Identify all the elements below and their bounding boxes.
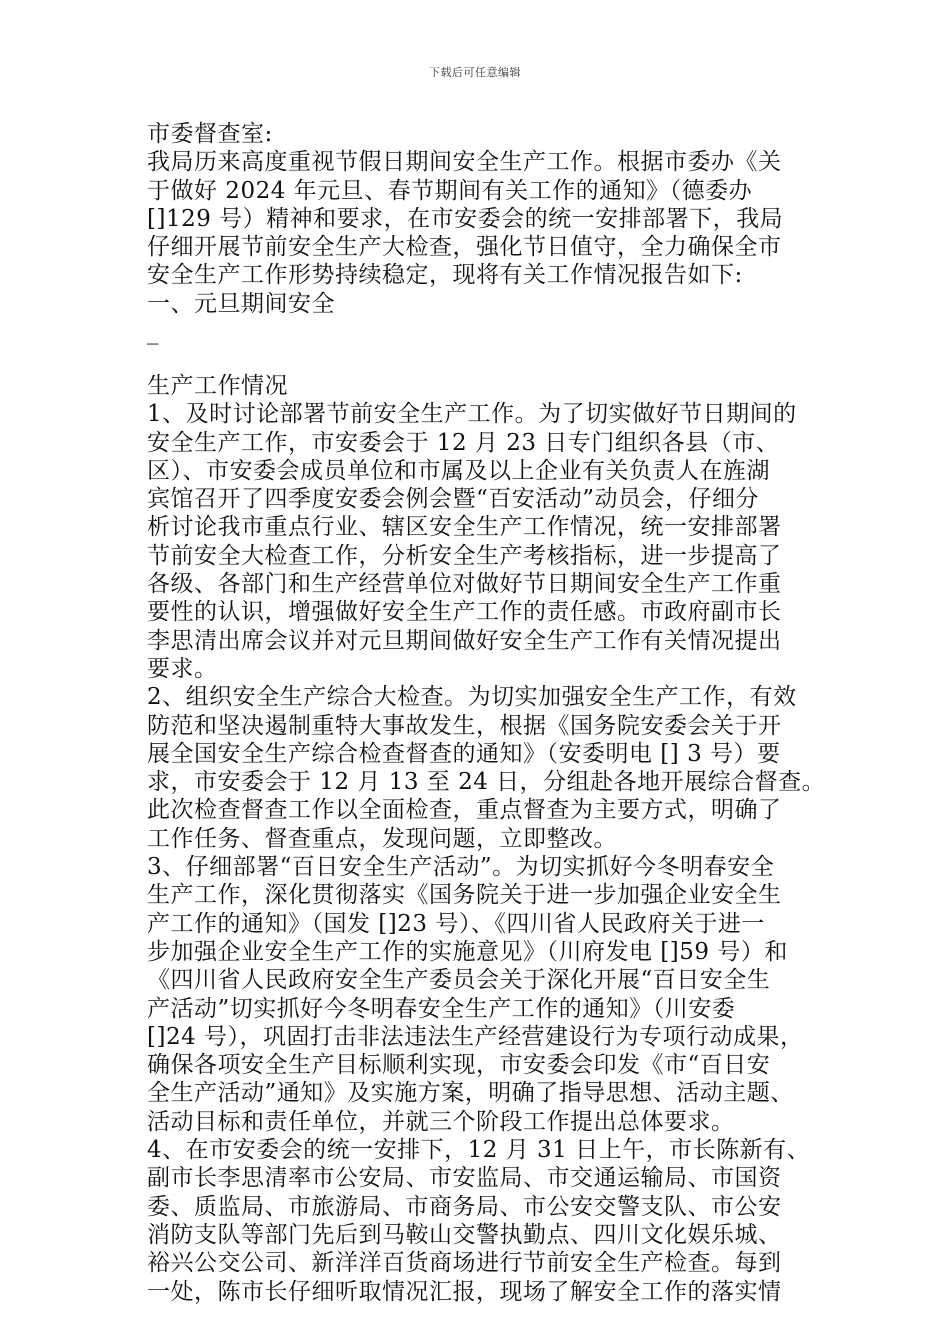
paragraph-line: 裕兴公交公司、新洋洋百货商场进行节前安全生产检查。每到: [147, 1250, 782, 1277]
underscore-mark: _: [147, 319, 159, 346]
section-heading-line: 一、元旦期间安全: [147, 290, 335, 317]
document-body-part-1: [147, 120, 827, 346]
paragraph-line: 1、及时讨论部署节前安全生产工作。为了切实做好节日期间的: [147, 401, 797, 428]
paragraph-line: 步加强企业安全生产工作的实施意见》（川府发电 []59 号）和: [147, 938, 788, 965]
paragraph-line: 防范和坚决遏制重特大事故发生，根据《国务院安委会关于开: [147, 712, 782, 739]
paragraph-line: 全生产活动”通知》及实施方案，明确了指导思想、活动主题、: [147, 1080, 794, 1107]
paragraph-line: 宾馆召开了四季度安委会例会暨“百安活动”动员会，仔细分: [147, 486, 760, 513]
paragraph-line: 2、组织安全生产综合大检查。为切实加强安全生产工作，有效: [147, 684, 797, 711]
paragraph-line: 展全国安全生产综合检查督查的通知》（安委明电 [] 3 号）要: [147, 740, 781, 767]
paragraph-line: 4、在市安委会的统一安排下，12 月 31 日上午，市长陈新有、: [147, 1137, 811, 1164]
recipient-line: 市委督查室:: [147, 121, 273, 147]
paragraph-line: 仔细开展节前安全生产大检查，强化节日值守，全力确保全市: [147, 234, 782, 261]
paragraph-line: 生产工作，深化贯彻落实《国务院关于进一步加强企业安全生: [147, 882, 782, 909]
paragraph-line: 产活动”切实抓好今冬明春安全生产工作的通知》（川安委: [147, 995, 736, 1022]
paragraph-line: 《四川省人民政府安全生产委员会关于深化开展“百日安全生: [147, 967, 771, 994]
paragraph-line: 委、质监局、市旅游局、市商务局、市公安交警支队、市公安: [147, 1193, 782, 1220]
section-heading-line: 生产工作情况: [147, 373, 288, 399]
document-body-part-2: [147, 372, 827, 1306]
paragraph-line: 我局历来高度重视节假日期间安全生产工作。根据市委办《关: [147, 149, 782, 176]
paragraph-line: 析讨论我市重点行业、辖区安全生产工作情况，统一安排部署: [147, 514, 782, 541]
paragraph-line: 要性的认识，增强做好安全生产工作的责任感。市政府副市长: [147, 599, 782, 626]
paragraph-line: 副市长李思清率市公安局、市安监局、市交通运输局、市国资: [147, 1165, 782, 1192]
paragraph-line: 确保各项安全生产目标顺利实现，市安委会印发《市“百日安: [147, 1052, 771, 1079]
paragraph-line: []24 号），巩固打击非法违法生产经营建设行为专项行动成果，: [147, 1023, 804, 1050]
paragraph-line: 3、仔细部署“百日安全生产活动”。为切实抓好今冬明春安全: [147, 854, 775, 881]
header-note: 下载后可任意编辑: [429, 66, 521, 79]
paragraph-line: 安全生产工作形势持续稳定，现将有关工作情况报告如下:: [147, 262, 743, 289]
paragraph-line: 工作任务、督查重点，发现问题，立即整改。: [147, 825, 617, 852]
paragraph-line: 消防支队等部门先后到马鞍山交警执勤点、四川文化娱乐城、: [147, 1221, 782, 1248]
paragraph-line: 此次检查督查工作以全面检查，重点督查为主要方式，明确了: [147, 797, 782, 824]
paragraph-line: []129 号）精神和要求，在市安委会的统一安排部署下，我局: [147, 205, 784, 232]
paragraph-line: 一处，陈市长仔细听取情况汇报，现场了解安全工作的落实情: [147, 1278, 782, 1305]
paragraph-line: 于做好 2024 年元旦、春节期间有关工作的通知》（德委办: [147, 177, 753, 204]
paragraph-line: 区）、市安委会成员单位和市属及以上企业有关负责人在旌湖: [147, 457, 770, 484]
paragraph-line: 各级、各部门和生产经营单位对做好节日期间安全生产工作重: [147, 571, 782, 598]
paragraph-line: 产工作的通知》（国发 []23 号）、《四川省人民政府关于进一: [147, 910, 765, 937]
paragraph-line: 活动目标和责任单位，并就三个阶段工作提出总体要求。: [147, 1108, 735, 1135]
paragraph-line: 节前安全大检查工作，分析安全生产考核指标，进一步提高了: [147, 542, 782, 569]
paragraph-line: 求，市安委会于 12 月 13 至 24 日，分组赴各地开展综合督查。: [147, 769, 826, 796]
paragraph-line: 李思清出席会议并对元旦期间做好安全生产工作有关情况提出: [147, 627, 782, 654]
paragraph-line: 安全生产工作，市安委会于 12 月 23 日专门组织各县（市、: [147, 429, 780, 456]
paragraph-line: 要求。: [147, 655, 218, 682]
